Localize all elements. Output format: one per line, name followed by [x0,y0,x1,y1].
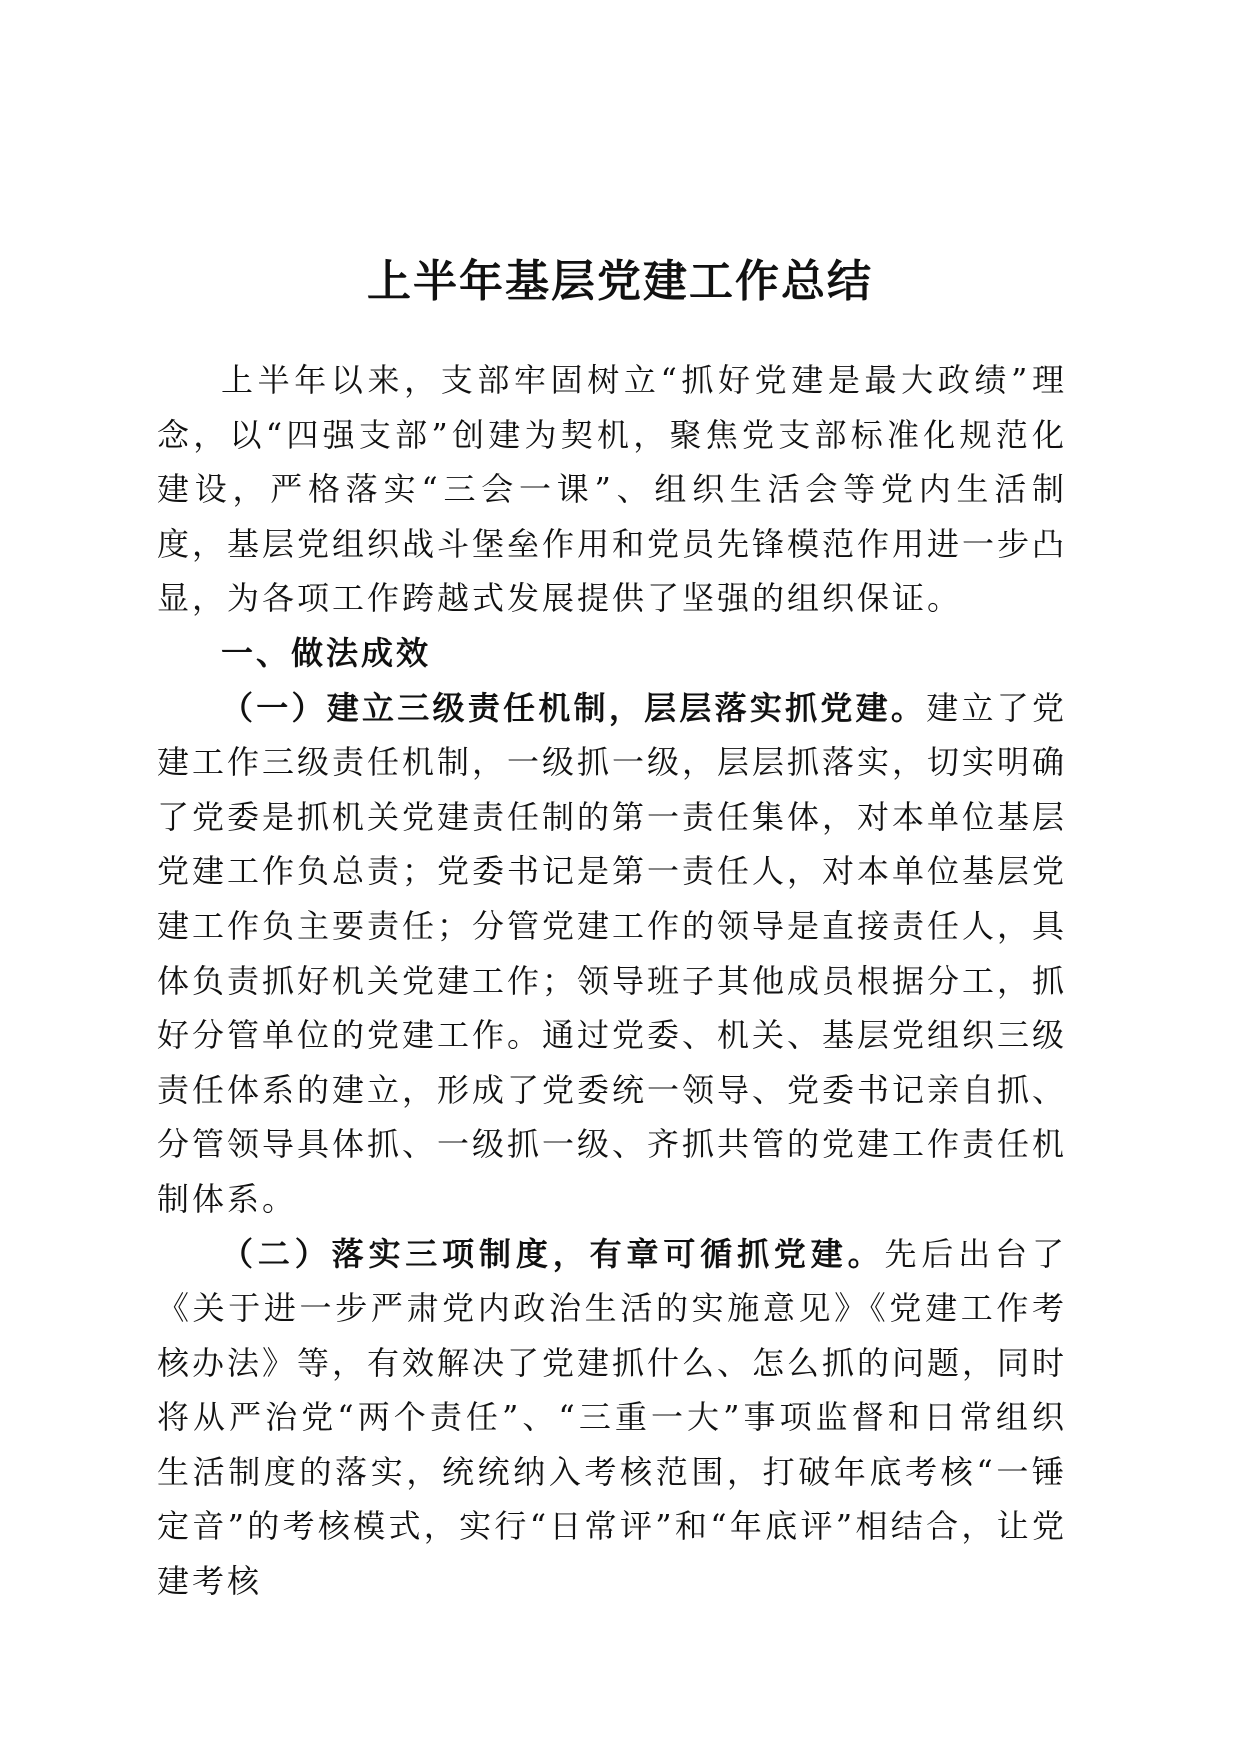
section-heading: 一、做法成效 [221,633,432,672]
item-body-text: 先后出台了《关于进一步严肃党内政治生活的实施意见》《党建工作考核办法》等，有效解决了党建抓什么、怎么抓的问题，同时将从严治党“两个责任”、“三重一大”事项监督和日常组织生活制度的落实，统统纳入考核范围，打破年底考核“一锤定音”的考核模式，实行“日常评”和“年底评”相结合，让党建考核 [157,1234,1068,1601]
item-lead-heading: （二）落实三项制度，有章可循抓党建。 [221,1234,885,1273]
document-body [157,353,1067,1609]
item-lead-heading: （一）建立三级责任机制，层层落实抓党建。 [221,688,927,727]
intro-paragraph: 上半年以来，支部牢固树立“抓好党建是最大政绩”理念，以“四强支部”创建为契机，聚焦党支部标准化规范化建设，严格落实“三会一课”、组织生活会等党内生活制度，基层党组织战斗堡垒作用和党员先锋模范作用进一步凸显，为各项工作跨越式发展提供了坚强的组织保证。 [157,361,1068,618]
item-body-text: 建立了党建工作三级责任机制，一级抓一级，层层抓落实，切实明确了党委是抓机关党建责任制的第一责任集体，对本单位基层党建工作负总责；党委书记是第一责任人，对本单位基层党建工作负主要责任；分管党建工作的领导是直接责任人，具体负责抓好机关党建工作；领导班子其他成员根据分工，抓好分管单位的党建工作。通过党委、机关、基层党组织三级责任体系的建立，形成了党委统一领导、党委书记亲自抓、分管领导具体抓、一级抓一级、齐抓共管的党建工作责任机制体系。 [157,688,1068,1218]
document-title: 上半年基层党建工作总结 [367,256,873,307]
section-item-paragraph [157,1227,1067,1609]
section-item-paragraph [157,681,1067,1227]
